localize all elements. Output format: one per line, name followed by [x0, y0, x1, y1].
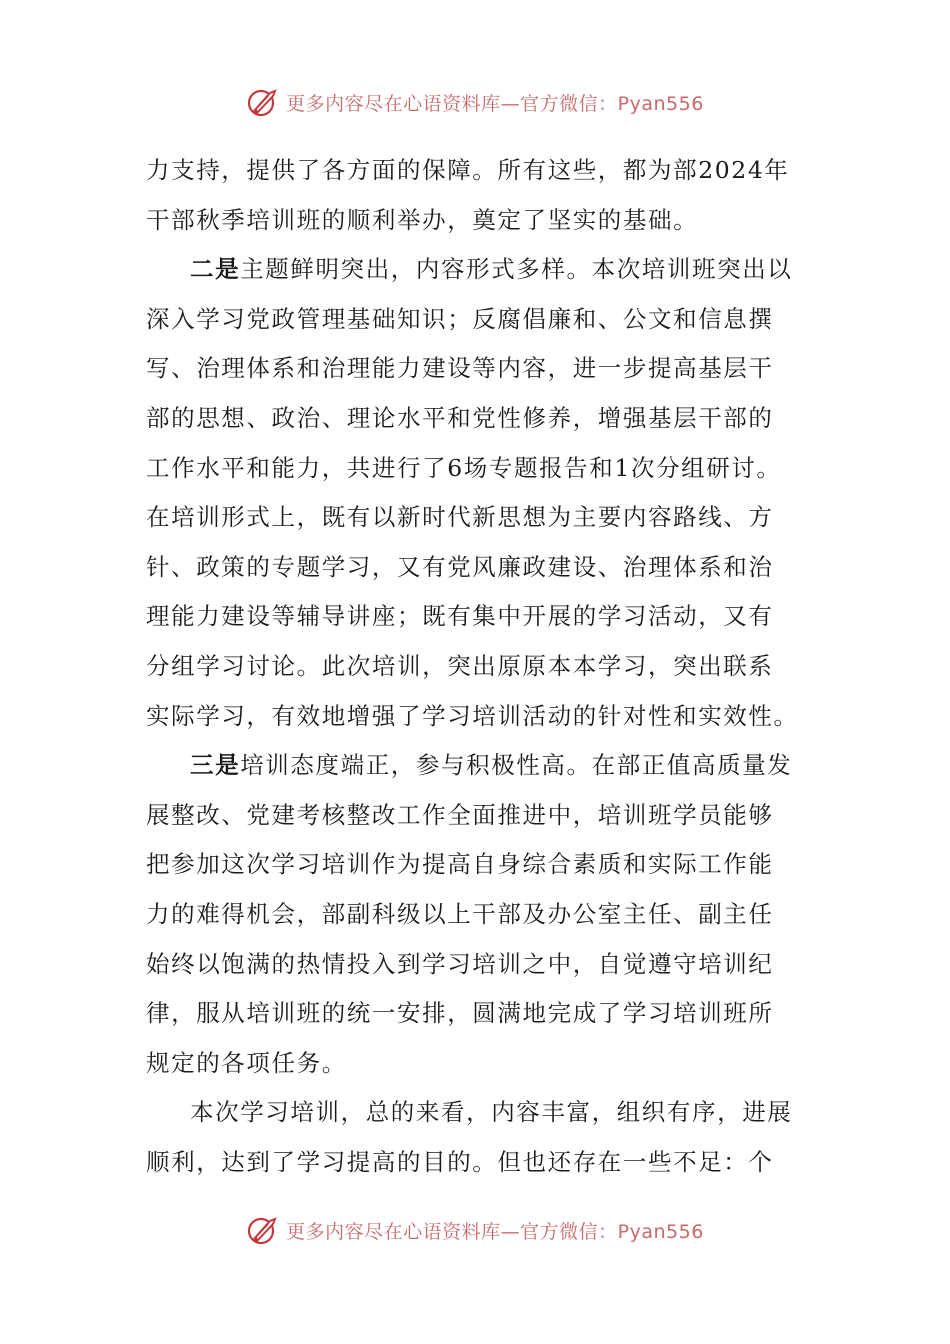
paragraph-line: 始终以饱满的热情投入到学习培训之中，自觉遵守培训纪	[146, 949, 774, 978]
paragraph-line: 把参加这次学习培训作为提高自身综合素质和实际工作能	[146, 850, 774, 879]
watermark-text: 更多内容尽在心语资料库—官方微信：Pyan556	[286, 1220, 704, 1243]
paragraph-line: 力支持，提供了各方面的保障。所有这些，都为部2024年	[146, 156, 790, 184]
paragraph-line: 深入学习党政管理基础知识；反腐倡廉和、公文和信息撰	[146, 304, 774, 333]
paragraph-line: 律，服从培训班的统一安排，圆满地完成了学习培训班所	[146, 999, 774, 1028]
paragraph-line: 针、政策的专题学习，又有党风廉政建设、治理体系和治	[146, 552, 774, 581]
pen-nib-circle-icon	[246, 85, 280, 119]
paragraph-lead: 三是	[190, 751, 241, 780]
pen-nib-circle-icon	[246, 1213, 280, 1247]
paragraph-line: 力的难得机会，部副科级以上干部及办公室主任、副主任	[146, 899, 774, 928]
paragraph-first-line: 本次学习培训，总的来看，内容丰富，组织有序，进展	[190, 1098, 793, 1127]
paragraph-line: 顺利，达到了学习提高的目的。但也还存在一些不足：个	[146, 1147, 774, 1176]
paragraph-line: 理能力建设等辅导讲座；既有集中开展的学习活动，又有	[146, 602, 774, 631]
paragraph-line: 实际学习，有效地增强了学习培训活动的针对性和实效性。	[146, 701, 799, 730]
paragraph-first-line	[146, 245, 806, 295]
paragraph-lead: 二是	[190, 255, 241, 284]
footer-watermark	[0, 1210, 950, 1250]
header-watermark	[0, 82, 950, 122]
paragraph-text: 培训态度端正，参与积极性高。在部正值高质量发	[240, 751, 793, 780]
paragraph-line: 部的思想、政治、理论水平和党性修养，增强基层干部的	[146, 403, 774, 432]
watermark-text: 更多内容尽在心语资料库—官方微信：Pyan556	[286, 92, 704, 115]
paragraph-line: 规定的各项任务。	[146, 1048, 347, 1077]
paragraph-text: 主题鲜明突出，内容形式多样。本次培训班突出以	[240, 255, 793, 284]
paragraph-line: 分组学习讨论。此次培训，突出原原本本学习，突出联系	[146, 651, 774, 680]
paragraph-line: 工作水平和能力，共进行了6场专题报告和1次分组研讨。	[146, 453, 782, 482]
paragraph-line: 展整改、党建考核整改工作全面推进中，培训班学员能够	[146, 800, 774, 829]
document-body	[146, 146, 806, 1187]
paragraph-line: 干部秋季培训班的顺利举办，奠定了坚实的基础。	[146, 205, 699, 234]
paragraph-line: 在培训形式上，既有以新时代新思想为主要内容路线、方	[146, 503, 774, 532]
paragraph-line: 写、治理体系和治理能力建设等内容，进一步提高基层干	[146, 354, 774, 383]
paragraph-first-line	[146, 741, 806, 791]
